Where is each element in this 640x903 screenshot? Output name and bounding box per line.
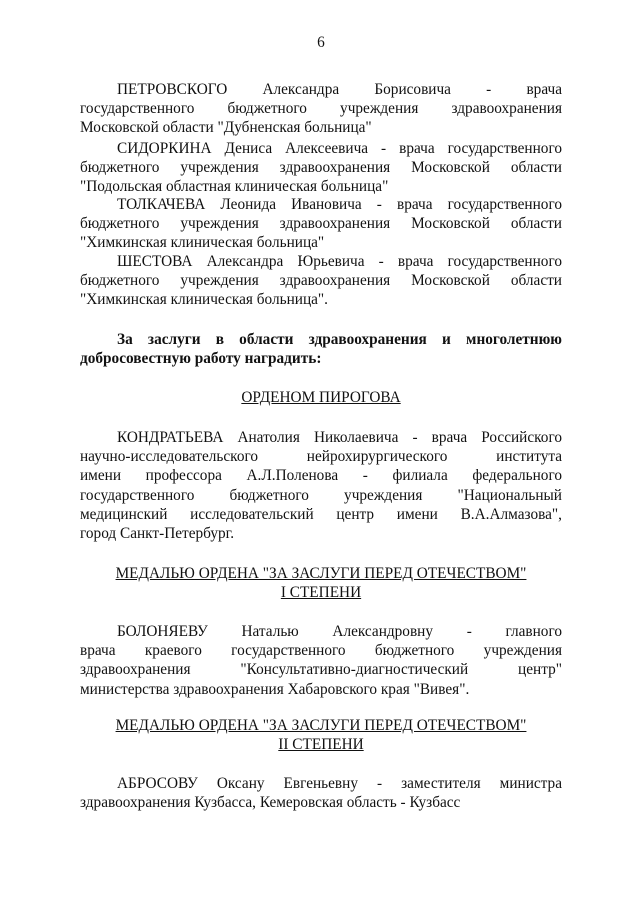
recipient-paragraph (80, 80, 562, 138)
heading-line: МЕДАЛЬЮ ОРДЕНА "ЗА ЗАСЛУГИ ПЕРЕД ОТЕЧЕСТВОМ" (115, 717, 527, 734)
heading-line: ОРДЕНОМ ПИРОГОВА (241, 389, 401, 406)
award-heading (80, 716, 562, 754)
text-line: министерства здравоохранения Хабаровского края "Вивея". (80, 680, 470, 698)
text-line: Московской области "Дубненская больница" (80, 119, 372, 137)
recipient-paragraph (80, 428, 562, 543)
text-line: "Подольская областная клиническая больница" (80, 178, 389, 196)
text-line: бюджетного учреждения здравоохранения Московской области (80, 215, 562, 233)
text-line: КОНДРАТЬЕВА Анатолия Николаевича - врача Российского (117, 429, 562, 446)
recipient-paragraph (80, 622, 562, 699)
award-intro (80, 330, 562, 368)
text-line: город Санкт-Петербург. (80, 525, 235, 543)
text-line: БОЛОНЯЕВУ Наталью Александровну - главного (117, 623, 562, 640)
text-line: медицинский исследовательский центр имени В.А.Алмазова", (80, 505, 562, 523)
page-number: 6 (317, 34, 325, 51)
text-line: бюджетного учреждения здравоохранения Московской области (80, 272, 562, 290)
text-line: имени профессора А.Л.Поленова - филиала федерального (80, 467, 562, 485)
award-heading (80, 564, 562, 602)
text-line: государственного бюджетного учреждения здравоохранения (80, 100, 562, 118)
recipient-paragraph (80, 774, 562, 812)
text-line: "Химкинская клиническая больница". (80, 291, 328, 309)
heading-line: II СТЕПЕНИ (278, 736, 364, 754)
text-line: здравоохранения "Консультативно-диагностический центр" (80, 661, 562, 679)
text-line: ШЕСТОВА Александра Юрьевича - врача государственного (117, 253, 562, 270)
recipient-paragraph (80, 139, 562, 197)
text-line: ТОЛКАЧЕВА Леонида Ивановича - врача государственного (117, 196, 562, 213)
heading-line: I СТЕПЕНИ (280, 584, 362, 602)
heading-line: МЕДАЛЬЮ ОРДЕНА "ЗА ЗАСЛУГИ ПЕРЕД ОТЕЧЕСТВОМ" (115, 565, 527, 582)
text-line: здравоохранения Кузбасса, Кемеровская область - Кузбасс (80, 794, 461, 812)
text-line: СИДОРКИНА Дениса Алексеевича - врача государственного (117, 140, 562, 157)
text-line: научно-исследовательского нейрохирургического института (80, 448, 562, 466)
award-heading (80, 388, 562, 407)
text-line: бюджетного учреждения здравоохранения Московской области (80, 159, 562, 177)
text-line: За заслуги в области здравоохранения и многолетнюю (117, 331, 562, 348)
text-line: ПЕТРОВСКОГО Александра Борисовича - врача (117, 81, 562, 98)
text-line: добросовестную работу наградить: (80, 350, 322, 368)
text-line: врача краевого государственного бюджетного учреждения (80, 642, 562, 660)
text-line: государственного бюджетного учреждения "Национальный (80, 486, 562, 504)
recipient-paragraph (80, 252, 562, 310)
text-line: АБРОСОВУ Оксану Евгеньевну - заместителя министра (117, 775, 562, 792)
recipient-paragraph (80, 195, 562, 253)
text-line: "Химкинская клиническая больница" (80, 234, 325, 252)
